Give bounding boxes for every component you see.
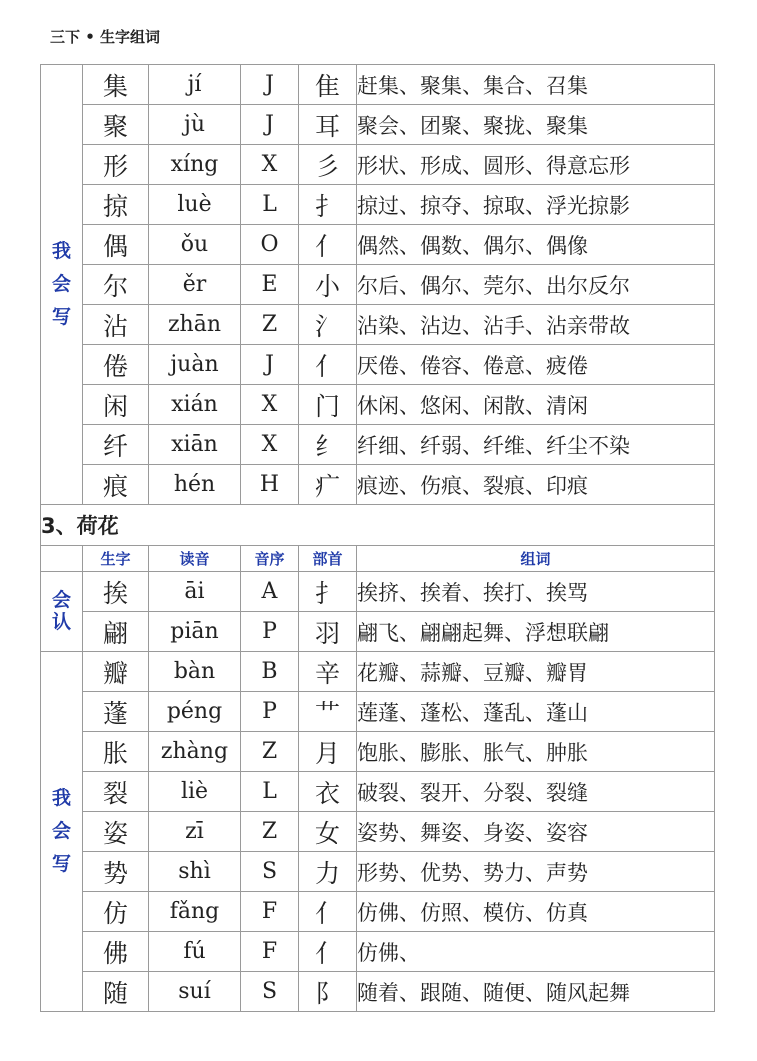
pinyin-cell: hén [149,465,241,505]
initial-letter-cell: E [241,265,299,305]
word-group-cell: 形势、优势、势力、声势 [357,852,715,892]
table-row [41,385,715,425]
radical-cell: 月 [299,732,357,772]
initial-letter-cell: F [241,892,299,932]
pinyin-cell: luè [149,185,241,225]
radical-cell: 隹 [299,65,357,105]
radical-cell: 衣 [299,772,357,812]
radical-cell: 亻 [299,345,357,385]
table-row [41,572,715,612]
pinyin-cell: péng [149,692,241,732]
pinyin-cell: piān [149,612,241,652]
word-group-cell: 尔后、偶尔、莞尔、出尔反尔 [357,265,715,305]
radical-cell: 耳 [299,105,357,145]
side-label-char: 认 [51,610,71,633]
table-row [41,812,715,852]
initial-letter-cell: L [241,772,299,812]
char-cell: 势 [83,852,149,892]
word-group-cell: 痕迹、伤痕、裂痕、印痕 [357,465,715,505]
char-cell: 聚 [83,105,149,145]
word-group-cell: 休闲、悠闲、闲散、清闲 [357,385,715,425]
pinyin-cell: āi [149,572,241,612]
section-row [41,505,715,546]
table-row [41,105,715,145]
pinyin-cell: ěr [149,265,241,305]
char-cell: 瓣 [83,652,149,692]
table-row [41,425,715,465]
table-row [41,652,715,692]
char-cell: 仿 [83,892,149,932]
radical-cell: 羽 [299,612,357,652]
pinyin-cell: fú [149,932,241,972]
initial-letter-cell: B [241,652,299,692]
table-row [41,305,715,345]
radical-cell: 小 [299,265,357,305]
initial-letter-cell: H [241,465,299,505]
char-cell: 偶 [83,225,149,265]
radical-cell: 力 [299,852,357,892]
char-cell: 痕 [83,465,149,505]
radical-cell: 辛 [299,652,357,692]
table-row [41,692,715,732]
char-cell: 佛 [83,932,149,972]
section-side-label [41,652,83,1012]
word-group-cell: 仿佛、 [357,932,715,972]
table-row [41,932,715,972]
char-cell: 蓬 [83,692,149,732]
table-row [41,145,715,185]
char-cell: 闲 [83,385,149,425]
word-group-cell: 偶然、偶数、偶尔、偶像 [357,225,715,265]
initial-letter-cell: J [241,105,299,145]
char-cell: 随 [83,972,149,1012]
word-group-cell: 纤细、纤弱、纤维、纤尘不染 [357,425,715,465]
word-group-cell: 沾染、沾边、沾手、沾亲带故 [357,305,715,345]
char-cell: 形 [83,145,149,185]
column-header-row [41,546,715,572]
word-group-cell: 掠过、掠夺、掠取、浮光掠影 [357,185,715,225]
pinyin-cell: xíng [149,145,241,185]
word-group-cell: 厌倦、倦容、倦意、疲倦 [357,345,715,385]
char-cell: 掠 [83,185,149,225]
table-row [41,852,715,892]
initial-letter-cell: X [241,385,299,425]
radical-cell: 扌 [299,185,357,225]
char-cell: 尔 [83,265,149,305]
table-row [41,225,715,265]
initial-letter-cell: O [241,225,299,265]
word-group-cell: 聚会、团聚、聚拢、聚集 [357,105,715,145]
table-row [41,612,715,652]
initial-letter-cell: J [241,345,299,385]
radical-cell: 彡 [299,145,357,185]
char-cell: 裂 [83,772,149,812]
table-row [41,345,715,385]
word-group-cell: 姿势、舞姿、身姿、姿容 [357,812,715,852]
word-group-cell: 形状、形成、圆形、得意忘形 [357,145,715,185]
word-group-cell: 翩飞、翩翩起舞、浮想联翩 [357,612,715,652]
table-row [41,265,715,305]
initial-letter-cell: S [241,972,299,1012]
pinyin-cell: xián [149,385,241,425]
side-label-char: 我 [51,786,71,809]
radical-cell: 女 [299,812,357,852]
radical-cell: 亻 [299,892,357,932]
pinyin-cell: jù [149,105,241,145]
table-row [41,185,715,225]
table-row [41,892,715,932]
radical-cell: 扌 [299,572,357,612]
page-title: 三下 • 生字组词 [50,28,161,46]
pinyin-cell: shì [149,852,241,892]
char-cell: 翩 [83,612,149,652]
initial-letter-cell: Z [241,812,299,852]
pinyin-cell: zī [149,812,241,852]
initial-letter-cell: Z [241,305,299,345]
initial-letter-cell: P [241,692,299,732]
header-blank [41,546,83,572]
char-cell: 集 [83,65,149,105]
word-group-cell: 饱胀、膨胀、胀气、肿胀 [357,732,715,772]
table-row [41,772,715,812]
section-side-label [41,65,83,505]
radical-cell: 疒 [299,465,357,505]
char-cell: 胀 [83,732,149,772]
pinyin-cell: zhān [149,305,241,345]
char-cell: 纤 [83,425,149,465]
char-cell: 沾 [83,305,149,345]
pinyin-cell: juàn [149,345,241,385]
char-cell: 姿 [83,812,149,852]
pinyin-cell: ǒu [149,225,241,265]
pinyin-cell: xiān [149,425,241,465]
pinyin-cell: jí [149,65,241,105]
radical-cell: 门 [299,385,357,425]
initial-letter-cell: P [241,612,299,652]
pinyin-cell: liè [149,772,241,812]
initial-letter-cell: Z [241,732,299,772]
char-cell: 倦 [83,345,149,385]
side-label-char: 会 [51,272,71,295]
radical-cell: 阝 [299,972,357,1012]
radical-cell: 亻 [299,225,357,265]
initial-letter-cell: X [241,425,299,465]
initial-letter-cell: S [241,852,299,892]
side-label-char: 写 [51,853,71,876]
initial-letter-cell: X [241,145,299,185]
char-cell: 挨 [83,572,149,612]
side-label-char: 写 [51,306,71,329]
radical-cell: 亻 [299,932,357,972]
pinyin-cell: bàn [149,652,241,692]
word-group-cell: 赶集、聚集、集合、召集 [357,65,715,105]
section-title: 3、荷花 [41,505,715,546]
side-label-char: 我 [51,239,71,262]
side-label-char: 会 [51,588,71,611]
word-group-cell: 破裂、裂开、分裂、裂缝 [357,772,715,812]
initial-letter-cell: F [241,932,299,972]
word-group-cell: 挨挤、挨着、挨打、挨骂 [357,572,715,612]
header-order: 音序 [241,546,299,572]
word-group-cell: 随着、跟随、随便、随风起舞 [357,972,715,1012]
pinyin-cell: fǎng [149,892,241,932]
section-side-label [41,572,83,652]
pinyin-cell: suí [149,972,241,1012]
header-pinyin: 读音 [149,546,241,572]
table-row [41,65,715,105]
radical-cell: 氵 [299,305,357,345]
table-row [41,465,715,505]
pinyin-cell: zhàng [149,732,241,772]
radical-cell: 艹 [299,692,357,732]
side-label-char: 会 [51,819,71,842]
word-group-cell: 花瓣、蒜瓣、豆瓣、瓣胃 [357,652,715,692]
header-words: 组词 [357,546,715,572]
table-row [41,732,715,772]
vocabulary-table [40,64,715,1012]
table-row [41,972,715,1012]
radical-cell: 纟 [299,425,357,465]
initial-letter-cell: A [241,572,299,612]
initial-letter-cell: J [241,65,299,105]
word-group-cell: 仿佛、仿照、模仿、仿真 [357,892,715,932]
initial-letter-cell: L [241,185,299,225]
header-radical: 部首 [299,546,357,572]
header-char: 生字 [83,546,149,572]
word-group-cell: 莲蓬、蓬松、蓬乱、蓬山 [357,692,715,732]
